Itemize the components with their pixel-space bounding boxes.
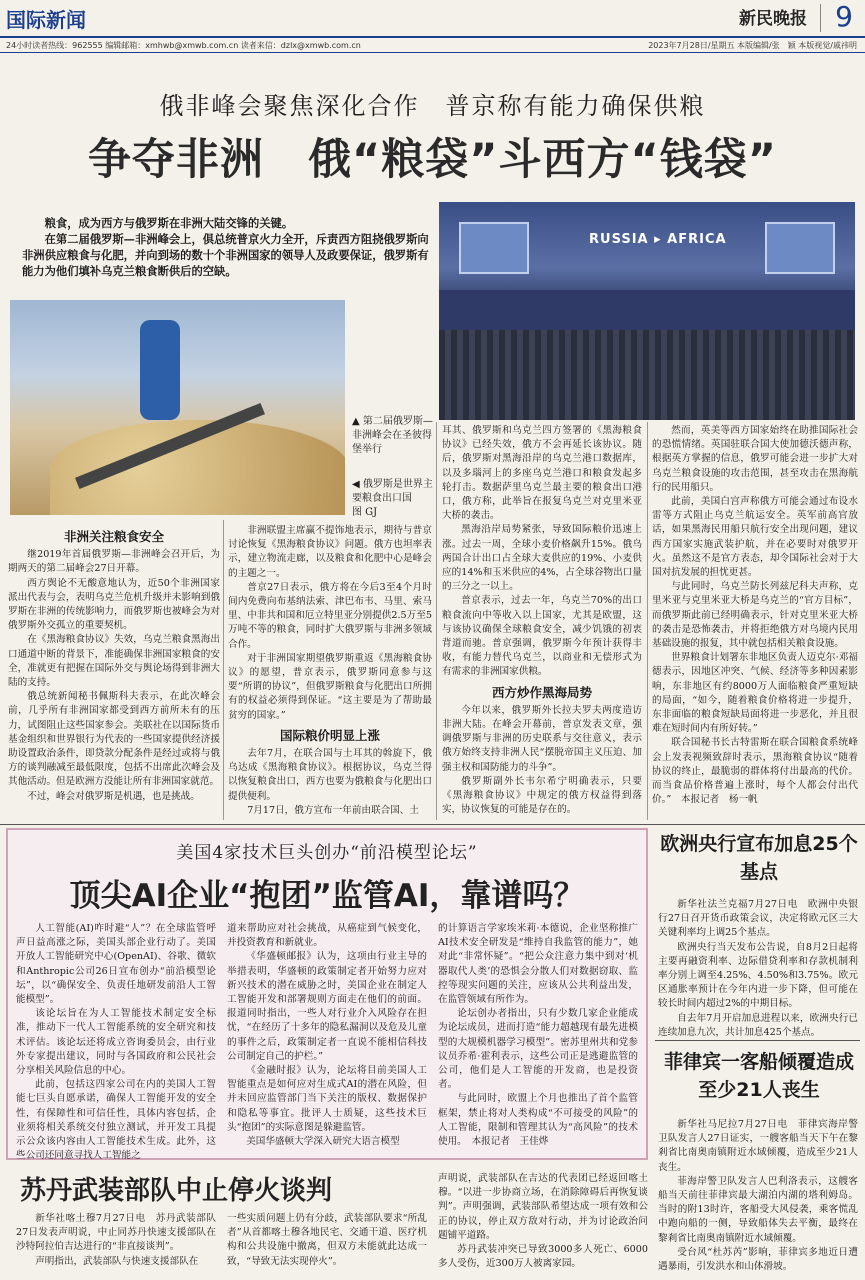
paragraph: 《华盛顿邮报》认为，这项由行业主导的举措表明，华盛顿的政策制定者开始努力应对新兴技术的潜在威胁之时，美国企业在制定人工智能开发和部署规则方面走在他们的前面。报道同时指出，一些人对行业介入风险存在担忧，“在经历了十多年的隐私漏洞以及危及儿童的事件之后，政策制定者一直说不能相信科技公司制定自己的护栏。” bbox=[227, 951, 427, 1062]
story1-column-4 bbox=[652, 424, 858, 807]
story4-body bbox=[658, 1118, 858, 1274]
lead-paragraph: 在第二届俄罗斯—非洲峰会上，俱总统普京火力全开，斥责西方阻挠俄罗斯向非洲供应粮食与化肥，并向到场的数十个非洲国家的领导人及政要保证，俄罗斯有能力为他们填补乌克兰粮食断供后的空缺。 bbox=[22, 232, 429, 278]
page-number: 9 bbox=[835, 0, 853, 33]
paragraph: 声明说，武装部队在吉达的代表团已经返回喀土穆。“以进一步协商立场，在消除障碍后再恢复谈判”。声明强调，武装部队希望达成一项有效和公正的协议，停止双方敌对行动，并为讨论政治问题铺平道路。 bbox=[438, 1173, 648, 1241]
story4-headline: 菲律宾一客船倾覆造成至少21人丧生 bbox=[663, 1051, 854, 1101]
story1-kicker: 俄非峰会聚焦深化合作 普京称有能力确保供粮 bbox=[159, 92, 706, 120]
story5-column-2 bbox=[227, 1212, 427, 1269]
story1-column-3 bbox=[442, 424, 642, 817]
story2-column-1 bbox=[16, 922, 216, 1163]
paragraph: 道来帮助应对社会挑战，从癌症到气候变化，并投资教育和新就业。 bbox=[227, 923, 427, 949]
paragraph: 受台风“杜苏芮”影响，菲律宾多地近日遭遇暴雨，引发洪水和山体滑坡。 bbox=[658, 1246, 858, 1273]
paragraph: 与此同时，乌克兰防长列兹尼科夫声称，克里米亚与克里米亚大桥是乌克兰的“官方目标”，而俄罗斯此前已经明确表示，针对克里米亚大桥的袭击是恐怖袭击，并将拒绝俄方对乌境内民用基础设施的报复，其中就包括相关粮食设施。 bbox=[652, 581, 858, 650]
paragraph: 声明指出，武装部队与快速支援部队在 bbox=[35, 1255, 199, 1267]
grain-photo bbox=[10, 300, 345, 515]
story1-lead bbox=[22, 215, 430, 279]
divider bbox=[820, 4, 821, 32]
worker bbox=[140, 320, 180, 420]
story2-kicker: 美国4家技术巨头创办“前沿模型论坛” bbox=[176, 843, 478, 863]
divider bbox=[655, 1040, 860, 1041]
paragraph: 去年7月，在联合国与土耳其的斡旋下，俄乌达成《黑海粮食协议》。根据协议，乌克兰得以恢复粮食出口，西方也要为俄粮食与化肥出口提供便利。 bbox=[228, 748, 432, 802]
paragraph: 俄总统新闻秘书佩斯科夫表示，在此次峰会前，几乎所有非洲国家都受到西方前所未有的压力，试图阻止这些国家参会。美联社在以国际货币基金组织和世界银行为代表的一些国家提供经济援助设置政治条件，即贷款分配条件是经过或将与俄方的谈判融减至最低限度，包括不出席此次峰会及其他活动。但是欧洲方没能让所有非洲国家就范。 bbox=[8, 691, 220, 788]
contact-info: 24小时读者热线：962555 编辑邮箱：xmhwb@xmwb.com.cn 读者来信：dzlx@xmwb.com.cn bbox=[6, 41, 361, 50]
story2-headline: 顶尖AI企业“抱团”监管AI，靠谱吗？ bbox=[69, 878, 585, 914]
philippines-story bbox=[660, 1048, 858, 1104]
paragraph: 与此同时，欧盟上个月也推出了首个监管框架，禁止将对人类构成“不可接受的风险”的人工智能，限制和管理其认为“高风险”的技术使用。 本报记者 王佳烨 bbox=[438, 1093, 638, 1148]
screen-right bbox=[765, 222, 835, 274]
paragraph: 自去年7月开启加息进程以来，欧洲央行已连续加息九次，共计加息425个基点。 bbox=[658, 1012, 858, 1038]
paragraph: 然而，英美等西方国家始终在助推国际社会的恐慌情绪。英国驻联合国大使加德沃德声称，根据英方掌握的信息，俄罗可能会进一步扩大对乌克兰粮食设施的攻击范围，甚至攻击在黑海航行的民用船只。 bbox=[652, 425, 858, 493]
divider bbox=[0, 36, 865, 38]
story1-column-2 bbox=[228, 524, 432, 818]
divider bbox=[436, 422, 437, 820]
summit-photo bbox=[439, 202, 855, 420]
lead-paragraph: 粮食，成为西方与俄罗斯在非洲大陆交锋的关键。 bbox=[44, 216, 294, 230]
paragraph: 今年以来，俄罗斯外长拉夫罗夫两度造访非洲大陆。在峰会开幕前，普京发表文章，强调俄罗斯与非洲的历史联系与交往意义，表示俄方始终支持非洲人民“摆脱帝国主义压迫、加强主权和国防能力的斗争”。 bbox=[442, 704, 642, 773]
paragraph: 菲海岸警卫队发言人巴利洛表示，这艘客船当天前往菲律宾最大湖泊内湖的塔利姆岛。当时的附13时许，客船受大风侵袭，乘客慌乱中跑向船的一侧，导致船体失去平衡，最终在黎剎省比南奥南镇附近水域倾覆。 bbox=[658, 1175, 858, 1244]
paragraph: 世界粮食计划署东非地区负责人迈克尔·邓福德表示，因地区冲突、气候、经济等多种因素影响，东非地区有约8000万人面临粮食严重短缺的局面，“如今，随着粮食价格将进一步提升，东非面临的粮食短缺局面将进一步恶化，并且很难在短时间内有所好转。” bbox=[652, 652, 858, 735]
story3-body bbox=[658, 898, 858, 1040]
paragraph: 不过，峰会对俄罗斯是机遇，也是挑战。 bbox=[27, 790, 200, 802]
paragraph: 新华社法兰克福7月27日电 欧洲中央银行27日召开货币政策会议，决定将欧元区三大关键利率均上调25个基点。 bbox=[658, 899, 858, 939]
paragraph: 俄罗斯副外长韦尔希宁明确表示，只要《黑海粮食协议》中规定的俄方权益得到落实，协议恢复的可能是存在的。 bbox=[442, 775, 642, 816]
paragraph: 的计算语言学家埃米莉·本德说，企业坚称推广AI技术安全研发是“维持自我监管的能力”，她对此“非常怀疑”。“把公众注意力集中到对‘机器取代人类’的恐惧会分散人们对数据窃取、监控等现实问题的关注，应该从公共利益出发，在监管领域有所作为。 bbox=[438, 923, 638, 1006]
photo-caption: ◀ 俄罗斯是世界主要粮食出口国 图 GJ bbox=[352, 479, 433, 518]
story3-headline: 欧洲央行宣布加息25个基点 bbox=[660, 833, 858, 883]
story5-column-1 bbox=[16, 1212, 216, 1269]
newspaper-brand: 新民晚报 bbox=[739, 9, 807, 29]
paragraph: 一些实质问题上仍有分歧，武装部队要求“所乱者”从首都喀土穆各地民宅、交通干道、医疗机构和公共设施中撤离，但双方未能就此达成一致，“导致无法实现停火”。 bbox=[227, 1213, 427, 1267]
subheading: 非洲关注粮食安全 bbox=[63, 529, 164, 544]
story1-column-1 bbox=[8, 524, 220, 804]
audience bbox=[439, 330, 855, 420]
divider bbox=[0, 824, 865, 825]
stage bbox=[439, 290, 855, 330]
paragraph: 该论坛旨在为人工智能技术制定安全标准，推动下一代人工智能系统的安全研究和技术评估。该论坛还将成立咨询委员会，由行业外专家提出建议，同时与各国政府和公民社会分享相关风险信息的中心。 bbox=[16, 1008, 216, 1077]
paragraph: 欧洲央行当天发布公告说，自8月2日起将主要再融资利率、边际借贷利率和存款机制利率分别上调至4.25%、4.50%和3.75%。欧元区通胀率预计在今年内进一步下降，但可能在较长时间内超过2%的中期目标。 bbox=[658, 941, 858, 1010]
story5-headline: 苏丹武装部队中止停火谈判 bbox=[20, 1176, 333, 1206]
subheading: 国际粮价明显上涨 bbox=[279, 727, 380, 743]
issue-info: 2023年7月28日/星期五 本版编辑/张 颖 本版视觉/戚祎明 bbox=[648, 41, 857, 50]
paragraph: 普京27日表示，俄方将在今后3至4个月时间内免费向布基纳法索、津巴布韦、马里、索马里、中非共和国和厄立特里亚分别提供2.5万至5万吨不等的粮食，同时扩大俄罗斯与非洲多领域合作。 bbox=[228, 581, 432, 650]
paragraph: 在《黑海粮食协议》失效，乌克兰粮食黑海出口通道中断的背景下，准能确保非洲国家粮食的安全，准就更有把握在国际外交与舆论场得到非洲大陆的支持。 bbox=[8, 634, 220, 689]
divider bbox=[0, 52, 865, 53]
paragraph: 人工智能(AI)咋时避“人”？在全球监管呼声日益高涨之际，美国头部企业行动了。美国开放人工智能研究中心(OpenAI)、谷歌、微软和Anthropic公司26日宣布创办“前沿模型论坛”，以“确保安全、负责任地研发前沿人工智能模型”。 bbox=[16, 923, 216, 1006]
subheading: 西方炒作黑海局势 bbox=[491, 684, 592, 700]
paragraph: 7月17日，俄方宣布一年前由联合国、土 bbox=[247, 804, 419, 816]
paragraph: 新华社马尼拉7月27日电 菲律宾海岸警卫队发言人27日证实，一艘客船当天下午在黎剎省比南奥南镇附近水域倾覆，造成至少21人丧生。 bbox=[658, 1119, 858, 1173]
paragraph: 此前，美国白宫声称俄方可能会通过布设水雷等方式阻止乌克兰航运安全。英军前高官放话，如果黑海民用船只航行安全出现问题，建议西方国家实施武装护航，并在必要时对俄罗开火。虽然这不是官方表态，却令国际社会对于大国对抗发展的担忧更甚。 bbox=[652, 496, 858, 579]
paragraph: 耳其、俄罗斯和乌克兰四方签署的《黑海粮食协议》已经失效，俄方不会再延长该协议。随后，俄罗斯对黑海沿岸的乌克兰港口数据库，以及多瑙河上的多座乌克兰港口和粮食发起多轮打击。数据萨里乌克兰最主要的粮食出口港口，俄方称，此举旨在报复乌克兰对克里米亚大桥的袭击。 bbox=[442, 425, 642, 522]
paragraph: 普京表示，过去一年，乌克兰70%的出口粮食流向中等收入以上国家，尤其是欧盟，这与该协议确保全球粮食安全，减少饥饿的初衷背道而驰。普京强调，俄罗斯今年预计获得丰收，有能力替代乌克兰，以商业和无偿形式为有需求的非洲国家供粮。 bbox=[442, 595, 642, 678]
paragraph: 继2019年首届俄罗斯—非洲峰会召开后，为期两天的第二届峰会27日开幕。 bbox=[8, 549, 220, 575]
story5-column-3 bbox=[438, 1172, 648, 1271]
stage-banner: RUSSIA ▸ AFRICA bbox=[589, 232, 727, 247]
paragraph: 联合国秘书长古特雷斯在联合国粮食系统峰会上发表视频致辞时表示，黑海粮食协议“随着协议的终止，最脆弱的群体将付出最高的代价。而当食品价格普遍上涨时，每个人都会付出代价。” 本报记者 杨一帆 bbox=[652, 737, 858, 806]
story1-headline: 争夺非洲 俄“粮袋”斗西方“钱袋” bbox=[87, 135, 778, 185]
paragraph: 对于非洲国家期望俄罗斯重返《黑海粮食协议》的愿望，普京表示，俄罗斯同意参与这要“所谓的协议”，但俄罗斯粮食与化肥出口所拥有的权益必须得到保证。“这主要是为了帮助最贫穷的国家。” bbox=[228, 652, 432, 721]
paragraph: 《金融时报》认为，论坛将目前美国人工智能重点是如何应对生成式AI的潜在风险，但并未回应监管部门当下关注的版权、数据保护和隐私等事宜。批评人士质疑，这些技术巨头“抱团”的实际意图是躲避监管。 bbox=[227, 1065, 427, 1133]
photo-caption: ▲ 第二届俄罗斯—非洲峰会在圣彼得堡举行 bbox=[352, 416, 433, 455]
paragraph: 论坛创办者指出，只有少数几家企业能成为论坛成员，进而打造“能力超越现有最先进模型的大规模机器学习模型”。密苏里州共和党参议员乔希·霍利表示，这些公司正是逃避监管的公司，他们是人工智能的开发商，也是投资者。 bbox=[438, 1008, 638, 1091]
story2-column-3 bbox=[438, 922, 638, 1149]
divider bbox=[223, 520, 224, 820]
paragraph: 美国华盛顿大学深入研究大语言模型 bbox=[246, 1136, 400, 1148]
paragraph: 黑海沿岸局势紧张，导致国际粮价迅速上涨。过去一周，全球小麦价格飙升15%。俄乌两国合计出口占全球大麦供应的19%、小麦供应的14%和玉米供应的4%，占全球谷物出口量的三分之一以上。 bbox=[442, 524, 642, 593]
paragraph: 此前，包括这四家公司在内的美国人工智能七巨头自愿承诺，确保人工智能开发的安全性，有保障性和可信任性，具体内容包括，企业须将相关系统交付独立测试，并开发工具提示公众该内容由人工智能技术生成。此外，这些公司还同意寻找人工智能之 bbox=[16, 1079, 216, 1162]
paragraph: 苏丹武装冲突已导致3000多人死亡、6000多人受伤，近300万人被离家园。 bbox=[438, 1244, 648, 1270]
screen-left bbox=[459, 222, 529, 274]
paragraph: 新华社喀土穆7月27日电 苏丹武装部队27日发表声明说，中止同苏丹快速支援部队在沙特阿拉伯吉达进行的“非直接谈判”。 bbox=[16, 1213, 216, 1253]
divider bbox=[647, 422, 648, 820]
story2-column-2 bbox=[227, 922, 427, 1149]
section-title: 国际新闻 bbox=[6, 8, 86, 32]
paragraph: 西方舆论不无酸意地认为，近50个非洲国家派出代表与会，表明乌克兰危机升级并未影响到俄罗斯在非洲的传统影响力，而俄罗斯也被峰会为对俄罗斯外交孤立的重要契机。 bbox=[8, 577, 220, 632]
paragraph: 非洲联盟主席赢不提饰地表示，期待与普京讨论恢复《黑海粮食协议》问题。俄方也坦率表示，建立物流走廊，以及粮食和化肥中心是峰会的主题之一。 bbox=[228, 525, 432, 579]
